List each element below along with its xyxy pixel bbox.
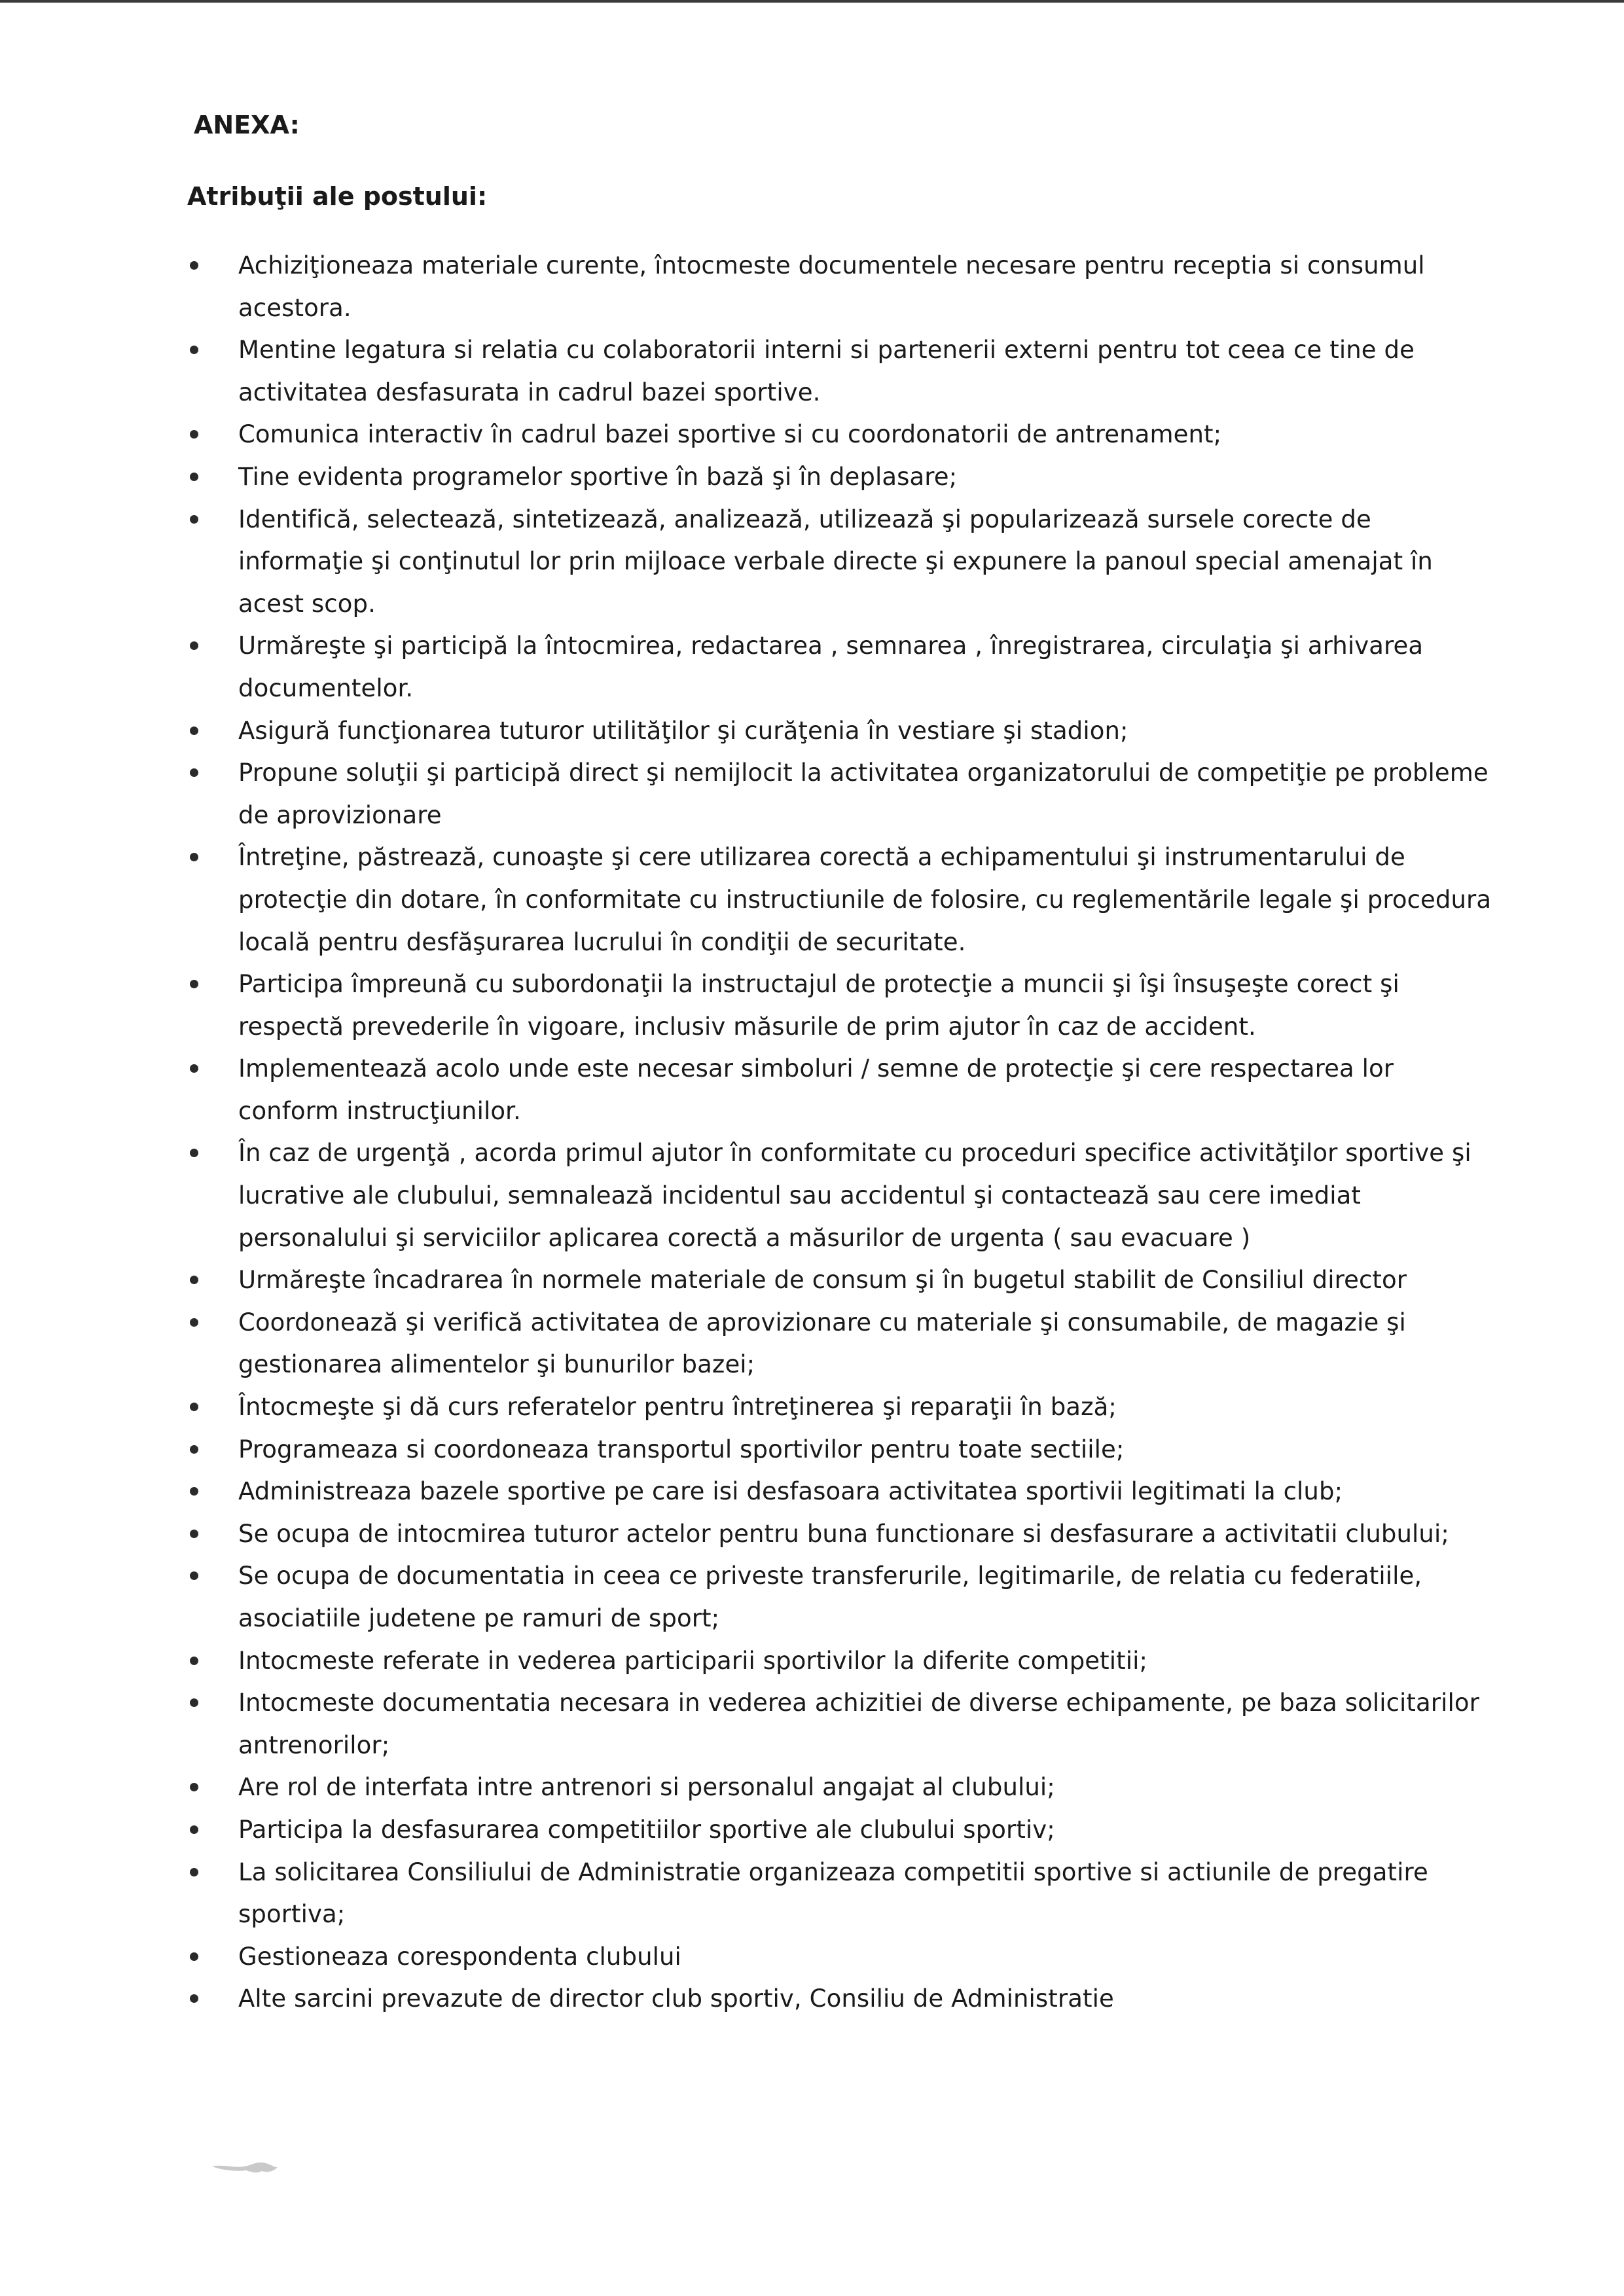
duty-text: Se ocupa de documentatia in ceea ce priveste transferurile, legitimarile, de relatia cu federatiile, asociatiile judetene pe ramuri de sport;: [238, 1562, 1422, 1632]
duty-item: [187, 1555, 1496, 1640]
duty-text: Gestioneaza corespondenta clubului: [238, 1942, 681, 1971]
duty-text: Urmăreşte şi participă la întocmirea, redactarea , semnarea , înregistrarea, circulaţia şi arhivarea documentelor.: [238, 632, 1424, 702]
duty-text: Programeaza si coordoneaza transportul sportivilor pentru toate sectiile;: [238, 1435, 1125, 1463]
duty-text: Achiziţioneaza materiale curente, întocmeste documentele necesare pentru receptia si consumul acestora.: [238, 251, 1425, 322]
bullet-icon: [190, 768, 198, 777]
bullet-icon: [190, 1868, 198, 1876]
duty-item: [187, 836, 1496, 963]
bullet-icon: [190, 980, 198, 988]
duty-item: [187, 499, 1496, 626]
duty-text: Comunica interactiv în cadrul bazei sportive si cu coordonatorii de antrenament;: [238, 420, 1222, 449]
duty-item: [187, 329, 1496, 414]
bullet-icon: [190, 1952, 198, 1961]
bullet-icon: [190, 1064, 198, 1073]
duty-item: [187, 710, 1496, 753]
bullet-icon: [190, 1530, 198, 1538]
bullet-icon: [190, 1149, 198, 1157]
duty-text: Întocmeşte şi dă curs referatelor pentru întreţinerea şi reparaţii în bază;: [238, 1393, 1117, 1422]
duty-item: [187, 1513, 1496, 1556]
duty-text: Implementează acolo unde este necesar simboluri / semne de protecţie şi cere respectarea lor conform instrucţiunilor.: [238, 1054, 1394, 1125]
duties-heading: Atribuţii ale postului:: [187, 182, 488, 211]
duty-item: [187, 245, 1496, 329]
bullet-icon: [190, 473, 198, 481]
duty-text: Urmăreşte încadrarea în normele materiale de consum şi în bugetul stabilit de Consiliul director: [238, 1266, 1407, 1295]
duty-text: Administreaza bazele sportive pe care isi desfasoara activitatea sportivii legitimati la club;: [238, 1477, 1343, 1506]
bullet-icon: [190, 1783, 198, 1791]
duty-item: [187, 1259, 1496, 1302]
duty-text: Alte sarcini prevazute de director club sportiv, Consiliu de Administratie: [238, 1984, 1114, 2013]
duty-text: Coordonează şi verifică activitatea de aprovizionare cu materiale şi consumabile, de magazie şi gestionarea alimentelor şi bunurilor bazei;: [238, 1308, 1406, 1379]
duty-text: Participa împreună cu subordonaţii la instructajul de protecţie a muncii şi îşi însuşeşte corect şi respectă prevederile în vigoare, inclusiv măsurile de prim ajutor în caz de accident.: [238, 970, 1399, 1041]
duty-item: [187, 625, 1496, 709]
duty-item: [187, 1767, 1496, 1809]
duty-item: [187, 1978, 1496, 2020]
duty-text: Propune soluţii şi participă direct şi nemijlocit la activitatea organizatorului de competiţie pe probleme de aprovizionare: [238, 759, 1489, 829]
duty-text: În caz de urgenţă , acorda primul ajutor în conformitate cu proceduri specifice activităţilor sportive şi lucrative ale clubului, semnalează incidentul sau accidentul şi contactează sau cere imediat personalului şi serviciilor aplicarea corectă a măsurilor de urgenta ( sau evacuare ): [238, 1139, 1471, 1252]
duty-item: [187, 1852, 1496, 1936]
bullet-icon: [190, 1487, 198, 1496]
duty-item: [187, 1471, 1496, 1513]
duty-text: Întreţine, păstrează, cunoaşte şi cere utilizarea corectă a echipamentului şi instrumentarului de protecţie din dotare, în conformitate cu instructiunile de folosire, cu reglementările legale şi procedura locală pentru desfăşurarea lucrului în condiţii de securitate.: [238, 843, 1492, 956]
bullet-icon: [190, 1403, 198, 1411]
duty-item: [187, 1640, 1496, 1683]
duty-item: [187, 752, 1496, 836]
duty-text: Se ocupa de intocmirea tuturor actelor pentru buna functionare si desfasurare a activitatii clubului;: [238, 1519, 1449, 1548]
duties-list: [187, 245, 1496, 2020]
duty-item: [187, 1132, 1496, 1259]
bullet-icon: [190, 515, 198, 524]
duty-text: Mentine legatura si relatia cu colaboratorii interni si partenerii externi pentru tot ceea ce tine de activitatea desfasurata in cadrul bazei sportive.: [238, 336, 1415, 406]
bullet-icon: [190, 1825, 198, 1834]
bullet-icon: [190, 1994, 198, 2003]
bullet-icon: [190, 1445, 198, 1454]
bullet-icon: [190, 853, 198, 861]
duty-item: [187, 1048, 1496, 1132]
bullet-icon: [190, 1318, 198, 1327]
duty-text: Tine evidenta programelor sportive în bază şi în deplasare;: [238, 462, 958, 491]
annex-heading: ANEXA:: [194, 111, 300, 139]
bullet-icon: [190, 346, 198, 354]
duty-item: [187, 1936, 1496, 1979]
bullet-icon: [190, 1571, 198, 1580]
bullet-icon: [190, 1657, 198, 1665]
duty-item: [187, 1429, 1496, 1471]
scan-top-edge: [0, 0, 1624, 3]
duty-text: Identifică, selectează, sintetizează, analizează, utilizează şi popularizează sursele corecte de informaţie şi conţinutul lor prin mijloace verbale directe şi expunere la panoul special amenajat în acest scop.: [238, 505, 1433, 618]
bullet-icon: [190, 430, 198, 439]
bullet-icon: [190, 641, 198, 650]
bullet-icon: [190, 1276, 198, 1284]
duty-text: Are rol de interfata intre antrenori si personalul angajat al clubului;: [238, 1773, 1055, 1802]
bullet-icon: [190, 726, 198, 735]
bullet-icon: [190, 261, 198, 270]
duty-item: [187, 1682, 1496, 1767]
duty-text: Participa la desfasurarea competitiilor sportive ale clubului sportiv;: [238, 1815, 1055, 1844]
duty-text: Asigură funcţionarea tuturor utilităţilor şi curăţenia în vestiare şi stadion;: [238, 716, 1128, 745]
duty-item: [187, 456, 1496, 499]
duty-item: [187, 1302, 1496, 1386]
duty-text: La solicitarea Consiliului de Administratie organizeaza competitii sportive si actiunile de pregatire sportiva;: [238, 1857, 1428, 1929]
duty-text: Intocmeste documentatia necesara in vederea achizitiei de diverse echipamente, pe baza solicitarilor antrenorilor;: [238, 1689, 1479, 1759]
duty-item: [187, 414, 1496, 456]
scan-smudge-mark: [211, 2157, 279, 2177]
duty-item: [187, 963, 1496, 1048]
bullet-icon: [190, 1698, 198, 1707]
duty-text: Intocmeste referate in vederea participarii sportivilor la diferite competitii;: [238, 1646, 1148, 1675]
duty-item: [187, 1386, 1496, 1429]
duty-item: [187, 1809, 1496, 1852]
